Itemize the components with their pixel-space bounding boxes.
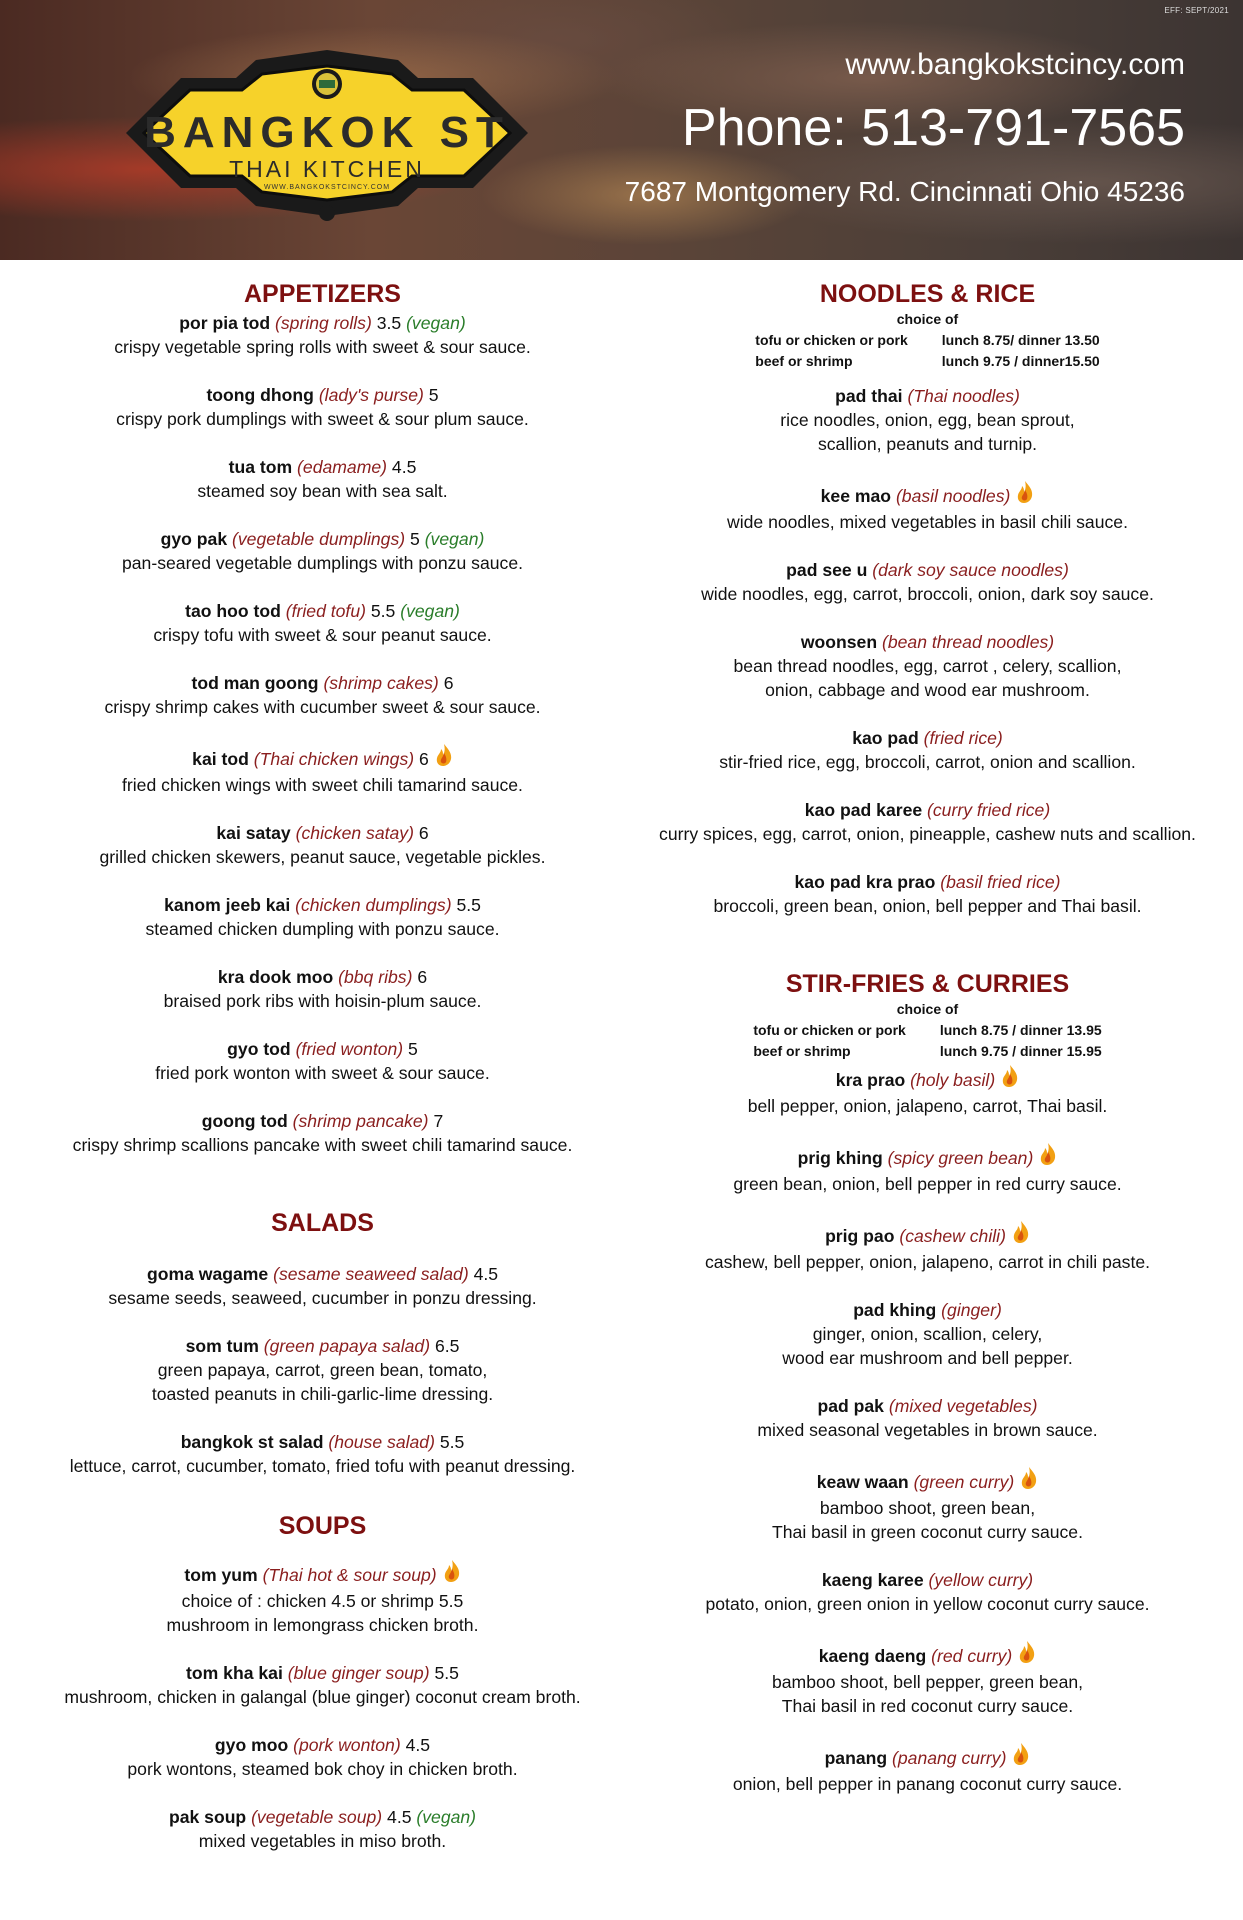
item-price: 4.5 xyxy=(405,1735,431,1755)
header-banner xyxy=(0,0,1243,260)
item-translation: (bean thread noodles) xyxy=(881,632,1055,652)
menu-item xyxy=(10,527,635,575)
item-description: bamboo shoot, bell pepper, green bean, xyxy=(771,1672,1084,1692)
item-translation: (spicy green bean) xyxy=(887,1148,1034,1168)
website[interactable]: www.bangkokstcincy.com xyxy=(845,48,1185,81)
item-translation: (panang curry) xyxy=(892,1748,1007,1768)
item-name: pad thai xyxy=(835,386,903,406)
item-description: curry spices, egg, carrot, onion, pineapple, cashew nuts and scallion. xyxy=(659,824,1196,844)
item-name: kao pad xyxy=(852,728,919,748)
item-name: kaeng daeng xyxy=(818,1646,927,1666)
protein-option: beef or shrimp xyxy=(753,1043,851,1059)
item-description: broccoli, green bean, onion, bell pepper and Thai basil. xyxy=(713,896,1142,916)
stirfries-choice xyxy=(612,999,1243,1062)
item-price: 5 xyxy=(408,1039,418,1059)
spicy-flame-icon xyxy=(1039,1142,1057,1172)
choice-of-label: choice of xyxy=(896,311,959,327)
item-translation: (blue ginger soup) xyxy=(287,1663,430,1683)
item-name: pad see u xyxy=(786,560,868,580)
soups-title: SOUPS xyxy=(278,1512,367,1540)
noodles-choice xyxy=(612,309,1243,372)
item-translation: (basil fried rice) xyxy=(940,872,1061,892)
item-description: choice of : chicken 4.5 or shrimp 5.5 xyxy=(181,1591,464,1611)
menu-item xyxy=(10,599,635,647)
spicy-flame-icon xyxy=(1016,480,1034,510)
item-price: 3.5 xyxy=(376,313,402,333)
menu-item xyxy=(10,1805,635,1853)
item-description: Thai basil in green coconut curry sauce. xyxy=(772,1522,1083,1542)
item-description: crispy shrimp scallions pancake with sweet chili tamarind sauce. xyxy=(72,1135,573,1155)
item-description: ginger, onion, scallion, celery, xyxy=(812,1324,1043,1344)
menu-item xyxy=(10,455,635,503)
item-description: sesame seeds, seaweed, cucumber in ponzu dressing. xyxy=(108,1288,537,1308)
menu-item xyxy=(612,384,1243,456)
stirfries-list xyxy=(612,1064,1243,1796)
item-translation: (red curry) xyxy=(931,1646,1013,1666)
vegan-tag: (vegan) xyxy=(406,313,466,333)
item-name: kao pad kra prao xyxy=(794,872,936,892)
salads-title: SALADS xyxy=(271,1209,374,1237)
item-name: kao pad karee xyxy=(804,800,923,820)
item-name: som tum xyxy=(185,1336,259,1356)
item-translation: (sesame seaweed salad) xyxy=(273,1264,469,1284)
left-column xyxy=(10,280,635,1853)
item-description: potato, onion, green onion in yellow coconut curry sauce. xyxy=(705,1594,1150,1614)
item-description: lettuce, carrot, cucumber, tomato, fried tofu with peanut dressing. xyxy=(69,1456,576,1476)
item-translation: (cashew chili) xyxy=(899,1226,1006,1246)
item-translation: (Thai noodles) xyxy=(907,386,1020,406)
item-name: kra dook moo xyxy=(217,967,334,987)
spicy-flame-icon xyxy=(435,743,453,773)
item-description: wood ear mushroom and bell pepper. xyxy=(782,1348,1073,1368)
address: 7687 Montgomery Rd. Cincinnati Ohio 45236 xyxy=(624,176,1185,207)
item-name: goma wagame xyxy=(146,1264,269,1284)
item-name: gyo tod xyxy=(227,1039,291,1059)
spicy-flame-icon xyxy=(1001,1064,1019,1094)
logo-subtitle: THAI KITCHEN xyxy=(229,156,425,182)
item-description: onion, cabbage and wood ear mushroom. xyxy=(765,680,1090,700)
menu-item xyxy=(612,1064,1243,1118)
item-name: woonsen xyxy=(800,632,878,652)
menu-item xyxy=(612,1640,1243,1718)
item-price: 5.5 xyxy=(370,601,396,621)
item-description: mushroom in lemongrass chicken broth. xyxy=(166,1615,479,1635)
item-translation: (lady's purse) xyxy=(318,385,424,405)
noodles-title: NOODLES & RICE xyxy=(819,280,1036,308)
option-price: lunch 9.75 / dinner 15.95 xyxy=(939,1043,1102,1059)
menu-item xyxy=(10,821,635,869)
protein-option: tofu or chicken or pork xyxy=(753,1022,906,1038)
menu-item xyxy=(612,1142,1243,1196)
spicy-flame-icon xyxy=(1012,1742,1030,1772)
menu-item xyxy=(10,893,635,941)
menu-item xyxy=(612,1568,1243,1616)
menu-item xyxy=(10,311,635,359)
menu-item xyxy=(612,870,1243,918)
noodles-price-table xyxy=(755,330,1099,372)
item-name: goong tod xyxy=(201,1111,288,1131)
item-name: tao hoo tod xyxy=(185,601,281,621)
menu-item xyxy=(612,1298,1243,1370)
item-name: pad khing xyxy=(853,1300,937,1320)
protein-option: beef or shrimp xyxy=(755,353,853,369)
option-price: lunch 9.75 / dinner15.50 xyxy=(941,353,1100,369)
appetizers-list xyxy=(10,311,635,1157)
item-description: stir-fried rice, egg, broccoli, carrot, onion and scallion. xyxy=(719,752,1136,772)
menu-item xyxy=(612,1220,1243,1274)
item-description: steamed soy bean with sea salt. xyxy=(197,481,448,501)
item-description: fried pork wonton with sweet & sour sauce. xyxy=(155,1063,490,1083)
item-price: 5 xyxy=(428,385,439,405)
item-name: tua tom xyxy=(228,457,293,477)
item-description: green papaya, carrot, green bean, tomato, xyxy=(157,1360,488,1380)
item-price: 6 xyxy=(419,749,429,769)
item-name: tom yum xyxy=(184,1565,258,1585)
item-translation: (holy basil) xyxy=(910,1070,996,1090)
item-description: pork wontons, steamed bok choy in chicken broth. xyxy=(127,1759,518,1779)
item-translation: (fried tofu) xyxy=(285,601,366,621)
item-description: crispy vegetable spring rolls with sweet & sour sauce. xyxy=(114,337,531,357)
spicy-flame-icon xyxy=(1018,1640,1036,1670)
menu-item xyxy=(10,1661,635,1709)
stirfries-title: STIR-FRIES & CURRIES xyxy=(785,970,1070,998)
right-column xyxy=(612,280,1243,1796)
item-translation: (Thai chicken wings) xyxy=(253,749,415,769)
option-price: lunch 8.75/ dinner 13.50 xyxy=(941,332,1100,348)
item-description: steamed chicken dumpling with ponzu sauce. xyxy=(145,919,500,939)
vegan-tag: (vegan) xyxy=(424,529,485,549)
phone-number[interactable]: Phone: 513-791-7565 xyxy=(681,99,1185,157)
item-description: green bean, onion, bell pepper in red curry sauce. xyxy=(733,1174,1122,1194)
logo xyxy=(86,38,568,228)
spicy-flame-icon xyxy=(1020,1466,1038,1496)
menu-item xyxy=(10,1733,635,1781)
menu-item xyxy=(10,965,635,1013)
noodles-list xyxy=(612,384,1243,918)
item-description: crispy pork dumplings with sweet & sour plum sauce. xyxy=(116,409,529,429)
item-name: kai tod xyxy=(192,749,249,769)
menu-item xyxy=(612,630,1243,702)
item-price: 7 xyxy=(433,1111,444,1131)
item-description: onion, bell pepper in panang coconut curry sauce. xyxy=(732,1774,1123,1794)
item-translation: (chicken satay) xyxy=(295,823,414,843)
item-name: tod man goong xyxy=(191,673,319,693)
menu-item xyxy=(10,1430,635,1478)
menu-item xyxy=(10,1037,635,1085)
menu-item xyxy=(612,798,1243,846)
item-name: kai satay xyxy=(216,823,291,843)
menu-item xyxy=(612,558,1243,606)
menu-item xyxy=(612,1742,1243,1796)
price-row xyxy=(753,1041,1101,1062)
item-translation: (green curry) xyxy=(913,1472,1015,1492)
item-price: 6 xyxy=(418,823,429,843)
item-name: kra prao xyxy=(835,1070,906,1090)
vegan-tag: (vegan) xyxy=(400,601,460,621)
item-description: rice noodles, onion, egg, bean sprout, xyxy=(780,410,1075,430)
item-translation: (vegetable dumplings) xyxy=(232,529,406,549)
salads-list xyxy=(10,1262,635,1478)
item-translation: (basil noodles) xyxy=(895,486,1011,506)
item-name: tom kha kai xyxy=(186,1663,283,1683)
item-description: mushroom, chicken in galangal (blue ginger) coconut cream broth. xyxy=(64,1687,581,1707)
item-translation: (ginger) xyxy=(941,1300,1002,1320)
item-description: bell pepper, onion, jalapeno, carrot, Thai basil. xyxy=(747,1096,1108,1116)
item-description: fried chicken wings with sweet chili tamarind sauce. xyxy=(122,775,523,795)
item-name: bangkok st salad xyxy=(180,1432,324,1452)
price-row xyxy=(753,1020,1101,1041)
item-price: 4.5 xyxy=(391,457,417,477)
item-description: wide noodles, mixed vegetables in basil chili sauce. xyxy=(727,512,1128,532)
item-name: kanom jeeb kai xyxy=(164,895,291,915)
item-translation: (fried wonton) xyxy=(295,1039,404,1059)
appetizers-title: APPETIZERS xyxy=(244,280,401,308)
item-translation: (bbq ribs) xyxy=(338,967,413,987)
menu-item xyxy=(10,1109,635,1157)
item-name: kee mao xyxy=(820,486,892,506)
menu-item xyxy=(612,726,1243,774)
item-description: toasted peanuts in chili-garlic-lime dressing. xyxy=(151,1384,494,1404)
item-description: crispy shrimp cakes with cucumber sweet & sour sauce. xyxy=(104,697,541,717)
item-price: 5.5 xyxy=(456,895,481,915)
menu-item xyxy=(10,1559,635,1637)
price-row xyxy=(755,330,1099,351)
item-name: pak soup xyxy=(168,1807,247,1827)
item-description: pan-seared vegetable dumplings with ponzu sauce. xyxy=(121,553,523,573)
item-name: gyo pak xyxy=(160,529,228,549)
item-translation: (mixed vegetables) xyxy=(888,1396,1038,1416)
item-price: 5.5 xyxy=(434,1663,459,1683)
item-price: 6.5 xyxy=(434,1336,460,1356)
protein-option: tofu or chicken or pork xyxy=(755,332,908,348)
item-description: braised pork ribs with hoisin-plum sauce. xyxy=(163,991,482,1011)
menu-item xyxy=(612,1394,1243,1442)
menu-item xyxy=(10,383,635,431)
item-name: kaeng karee xyxy=(821,1570,924,1590)
menu-item xyxy=(10,671,635,719)
item-name: panang xyxy=(824,1748,888,1768)
item-price: 5 xyxy=(410,529,420,549)
item-name: toong dhong xyxy=(206,385,314,405)
item-price: 4.5 xyxy=(473,1264,499,1284)
item-price: 6 xyxy=(443,673,454,693)
item-translation: (curry fried rice) xyxy=(927,800,1051,820)
item-name: prig khing xyxy=(797,1148,883,1168)
choice-of-label: choice of xyxy=(896,1001,959,1017)
item-translation: (pork wonton) xyxy=(293,1735,401,1755)
item-translation: (house salad) xyxy=(328,1432,435,1452)
item-price: 6 xyxy=(417,967,428,987)
item-translation: (vegetable soup) xyxy=(251,1807,383,1827)
item-name: por pia tod xyxy=(179,313,271,333)
item-name: prig pao xyxy=(825,1226,895,1246)
item-translation: (yellow curry) xyxy=(928,1570,1034,1590)
item-translation: (fried rice) xyxy=(923,728,1003,748)
item-translation: (dark soy sauce noodles) xyxy=(872,560,1069,580)
item-description: bean thread noodles, egg, carrot , celery, scallion, xyxy=(733,656,1122,676)
item-description: cashew, bell pepper, onion, jalapeno, carrot in chili paste. xyxy=(704,1252,1150,1272)
item-translation: (shrimp cakes) xyxy=(323,673,439,693)
item-price: 5.5 xyxy=(439,1432,465,1452)
item-name: gyo moo xyxy=(214,1735,289,1755)
spicy-flame-icon xyxy=(1012,1220,1030,1250)
item-translation: (Thai hot & sour soup) xyxy=(262,1565,437,1585)
menu-item xyxy=(10,743,635,797)
soups-list xyxy=(10,1559,635,1853)
item-translation: (spring rolls) xyxy=(275,313,372,333)
price-row xyxy=(755,351,1099,372)
effective-date: EFF: SEPT/2021 xyxy=(1164,6,1229,15)
logo-title: BANGKOK ST xyxy=(144,108,510,157)
item-description: scallion, peanuts and turnip. xyxy=(817,434,1038,454)
item-translation: (edamame) xyxy=(297,457,388,477)
spicy-flame-icon xyxy=(443,1559,461,1589)
item-description: mixed seasonal vegetables in brown sauce. xyxy=(757,1420,1098,1440)
item-description: grilled chicken skewers, peanut sauce, vegetable pickles. xyxy=(99,847,546,867)
item-name: pad pak xyxy=(817,1396,884,1416)
item-description: wide noodles, egg, carrot, broccoli, onion, dark soy sauce. xyxy=(701,584,1154,604)
menu-item xyxy=(612,1466,1243,1544)
item-description: mixed vegetables in miso broth. xyxy=(198,1831,447,1851)
item-price: 4.5 xyxy=(387,1807,412,1827)
menu-item xyxy=(10,1262,635,1310)
stirfries-price-table xyxy=(753,1020,1101,1062)
menu-item xyxy=(10,1334,635,1406)
item-translation: (chicken dumplings) xyxy=(295,895,452,915)
option-price: lunch 8.75 / dinner 13.95 xyxy=(939,1022,1102,1038)
item-description: Thai basil in red coconut curry sauce. xyxy=(781,1696,1074,1716)
item-description: crispy tofu with sweet & sour peanut sauce. xyxy=(153,625,492,645)
menu-item xyxy=(612,480,1243,534)
item-name: keaw waan xyxy=(816,1472,909,1492)
vegan-tag: (vegan) xyxy=(416,1807,477,1827)
item-translation: (shrimp pancake) xyxy=(292,1111,429,1131)
item-translation: (green papaya salad) xyxy=(263,1336,431,1356)
logo-url: WWW.BANGKOKSTCINCY.COM xyxy=(263,184,391,191)
item-description: bamboo shoot, green bean, xyxy=(819,1498,1036,1518)
